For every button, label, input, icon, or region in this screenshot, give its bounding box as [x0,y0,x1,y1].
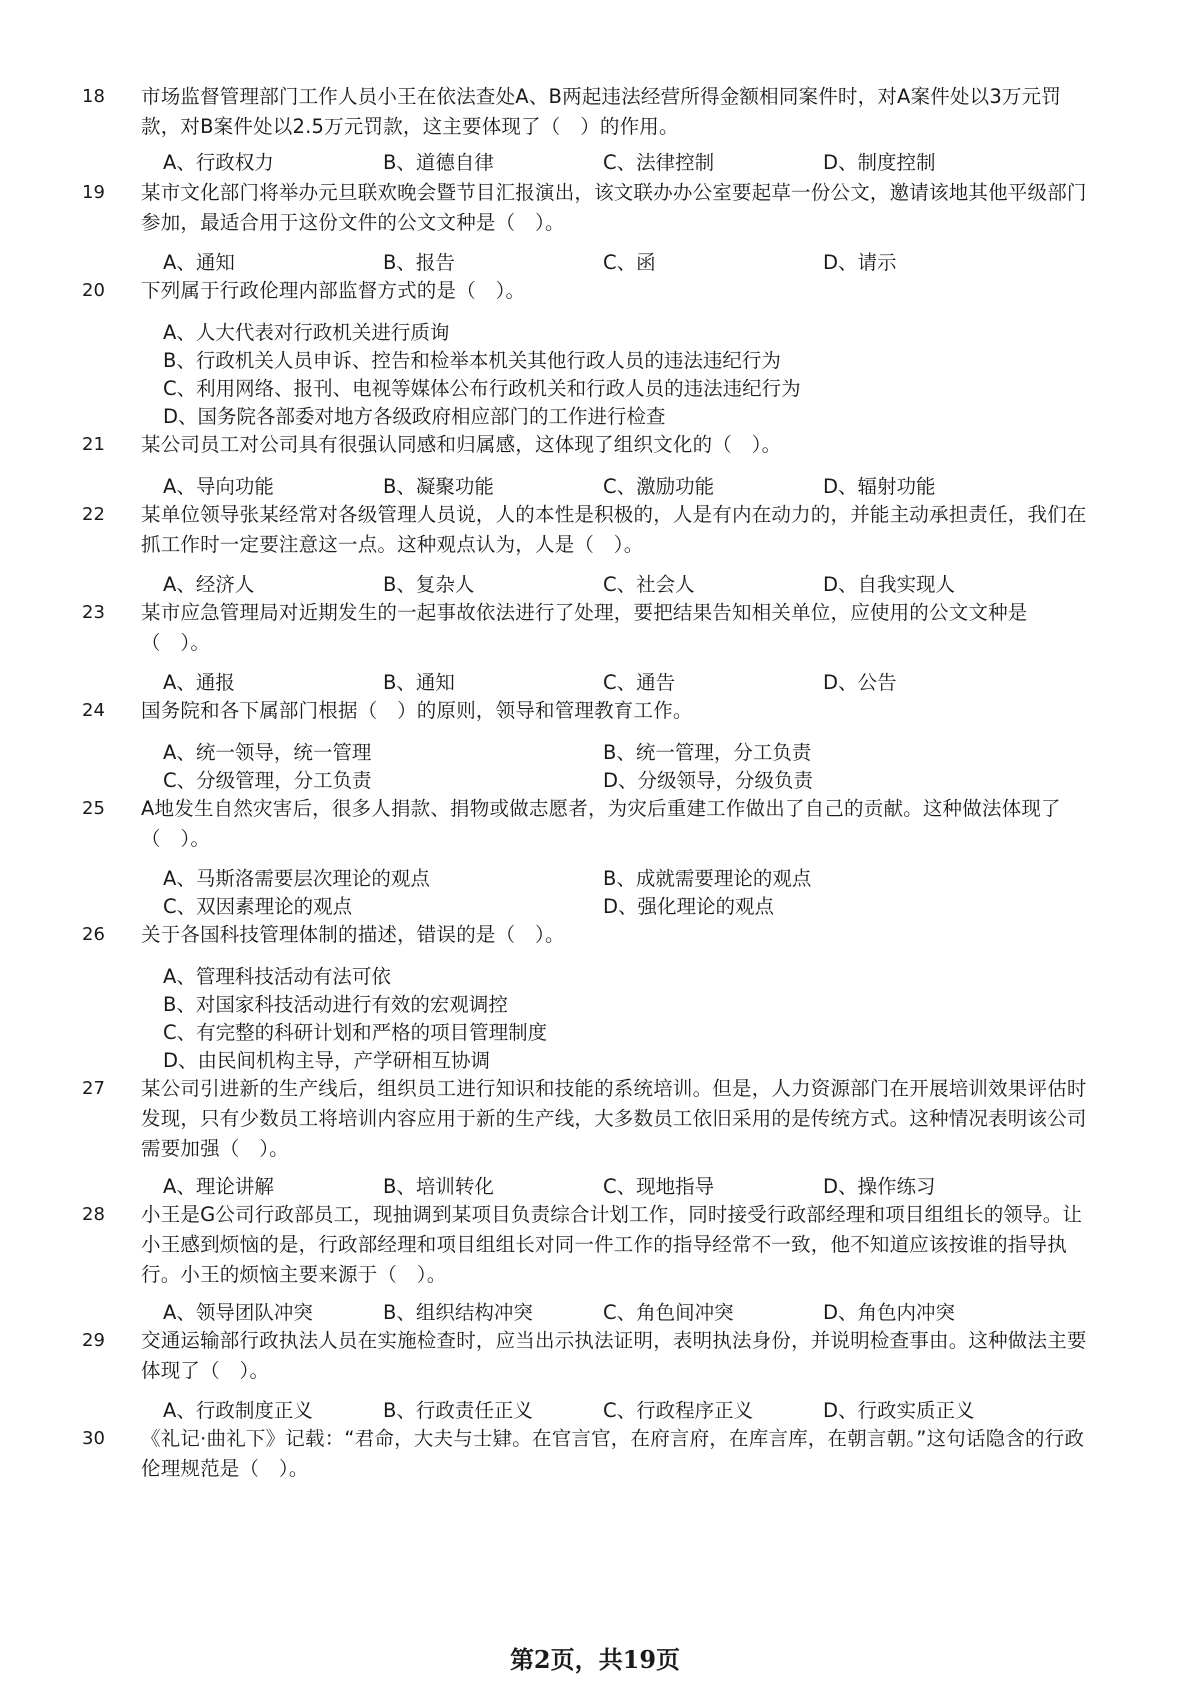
option-d: D、行政实质正义 [823,1399,975,1422]
option-d: D、角色内冲突 [823,1301,956,1324]
option-d: D、分级领导，分级负责 [603,769,814,792]
question-number: 22 [82,504,105,525]
option-b: B、行政机关人员申诉、控告和检举本机关其他行政人员的违法违纪行为 [163,349,781,372]
option-c: C、双因素理论的观点 [163,895,353,918]
question-number: 26 [82,924,105,945]
question-number: 24 [82,700,105,721]
option-a: A、管理科技活动有法可依 [163,965,391,988]
question-stem: 某公司员工对公司具有很强认同感和归属感，这体现了组织文化的（ ）。 [141,433,782,456]
option-a: A、马斯洛需要层次理论的观点 [163,867,430,890]
question-number: 27 [82,1078,105,1099]
option-d: D、公告 [823,671,897,694]
option-a: A、通报 [163,671,235,694]
question-number: 29 [82,1330,105,1351]
option-b: B、报告 [383,251,455,274]
option-c: C、法律控制 [603,151,715,174]
question-number: 19 [82,182,105,203]
question-number: 23 [82,602,105,623]
option-c: C、角色间冲突 [603,1301,734,1324]
question-stem: 《礼记·曲礼下》记载：“君命，大夫与士肄。在官言官，在府言府，在库言库，在朝言朝。”这句话隐含的行政伦理规范是（ ）。 [141,1427,1085,1480]
option-d: D、由民间机构主导，产学研相互协调 [163,1049,491,1072]
question-stem: 某市应急管理局对近期发生的一起事故依法进行了处理，要把结果告知相关单位，应使用的公文文种是（ ）。 [141,601,1028,654]
option-c: C、利用网络、报刊、电视等媒体公布行政机关和行政人员的违法违纪行为 [163,377,801,400]
option-a: A、行政制度正义 [163,1399,313,1422]
question-stem: 下列属于行政伦理内部监督方式的是（ ）。 [141,279,526,302]
question-number: 20 [82,280,105,301]
option-a: A、理论讲解 [163,1175,274,1198]
option-c: C、通告 [603,671,676,694]
question-stem: 国务院和各下属部门根据（ ）的原则，领导和管理教育工作。 [141,699,693,722]
question-stem: 小王是G公司行政部员工，现抽调到某项目负责综合计划工作，同时接受行政部经理和项目组组长的领导。让小王感到烦恼的是，行政部经理和项目组组长对同一件工作的指导经常不一致，他不知道应该按谁的指导执行。小王的烦恼主要来源于（ ）。 [141,1203,1083,1286]
question-number: 28 [82,1204,105,1225]
option-b: B、复杂人 [383,573,475,596]
question-stem: 某单位领导张某经常对各级管理人员说，人的本性是积极的，人是有内在动力的，并能主动承担责任，我们在抓工作时一定要注意这一点。这种观点认为，人是（ ）。 [141,503,1087,556]
option-d: D、国务院各部委对地方各级政府相应部门的工作进行检查 [163,405,666,428]
option-b: B、通知 [383,671,455,694]
option-d: D、自我实现人 [823,573,956,596]
option-d: D、强化理论的观点 [603,895,775,918]
question-stem: 市场监督管理部门工作人员小王在依法查处A、B两起违法经营所得金额相同案件时，对A案件处以3万元罚款，对B案件处以2.5万元罚款，这主要体现了（ ）的作用。 [141,85,1062,138]
option-d: D、制度控制 [823,151,936,174]
option-b: B、凝聚功能 [383,475,494,498]
option-a: A、领导团队冲突 [163,1301,313,1324]
option-a: A、通知 [163,251,235,274]
question-number: 21 [82,434,105,455]
question-stem: 某市文化部门将举办元旦联欢晚会暨节目汇报演出，该文联办办公室要起草一份公文，邀请该地其他平级部门参加，最适合用于这份文件的公文文种是（ ）。 [141,181,1087,234]
question-number: 18 [82,86,105,107]
option-d: D、请示 [823,251,897,274]
question-stem: 某公司引进新的生产线后，组织员工进行知识和技能的系统培训。但是，人力资源部门在开展培训效果评估时发现，只有少数员工将培训内容应用于新的生产线，大多数员工依旧采用的是传统方式。这种情况表明该公司需要加强（ ）。 [141,1077,1087,1160]
page-footer: 第2页，共19页 [509,1645,681,1674]
option-b: B、行政责任正义 [383,1399,533,1422]
question-number: 25 [82,798,105,819]
question-stem: 关于各国科技管理体制的描述，错误的是（ ）。 [141,923,565,946]
option-a: A、统一领导，统一管理 [163,741,372,764]
question-number: 30 [82,1428,105,1449]
option-d: D、辐射功能 [823,475,936,498]
option-c: C、现地指导 [603,1175,715,1198]
option-c: C、社会人 [603,573,695,596]
option-d: D、操作练习 [823,1175,936,1198]
option-b: B、组织结构冲突 [383,1301,533,1324]
option-a: A、经济人 [163,573,255,596]
option-b: B、统一管理，分工负责 [603,741,812,764]
option-c: C、激励功能 [603,475,715,498]
option-b: B、成就需要理论的观点 [603,867,812,890]
option-c: C、函 [603,251,656,274]
option-b: B、道德自律 [383,151,494,174]
question-stem: A地发生自然灾害后，很多人捐款、捐物或做志愿者，为灾后重建工作做出了自己的贡献。这种做法体现了（ ）。 [141,797,1061,850]
option-a: A、行政权力 [163,151,274,174]
question-stem: 交通运输部行政执法人员在实施检查时，应当出示执法证明，表明执法身份，并说明检查事由。这种做法主要体现了（ ）。 [141,1329,1087,1382]
option-c: C、有完整的科研计划和严格的项目管理制度 [163,1021,548,1044]
option-b: B、培训转化 [383,1175,494,1198]
option-c: C、行政程序正义 [603,1399,754,1422]
option-b: B、对国家科技活动进行有效的宏观调控 [163,993,508,1016]
option-c: C、分级管理，分工负责 [163,769,372,792]
option-a: A、人大代表对行政机关进行质询 [163,321,450,344]
option-a: A、导向功能 [163,475,274,498]
